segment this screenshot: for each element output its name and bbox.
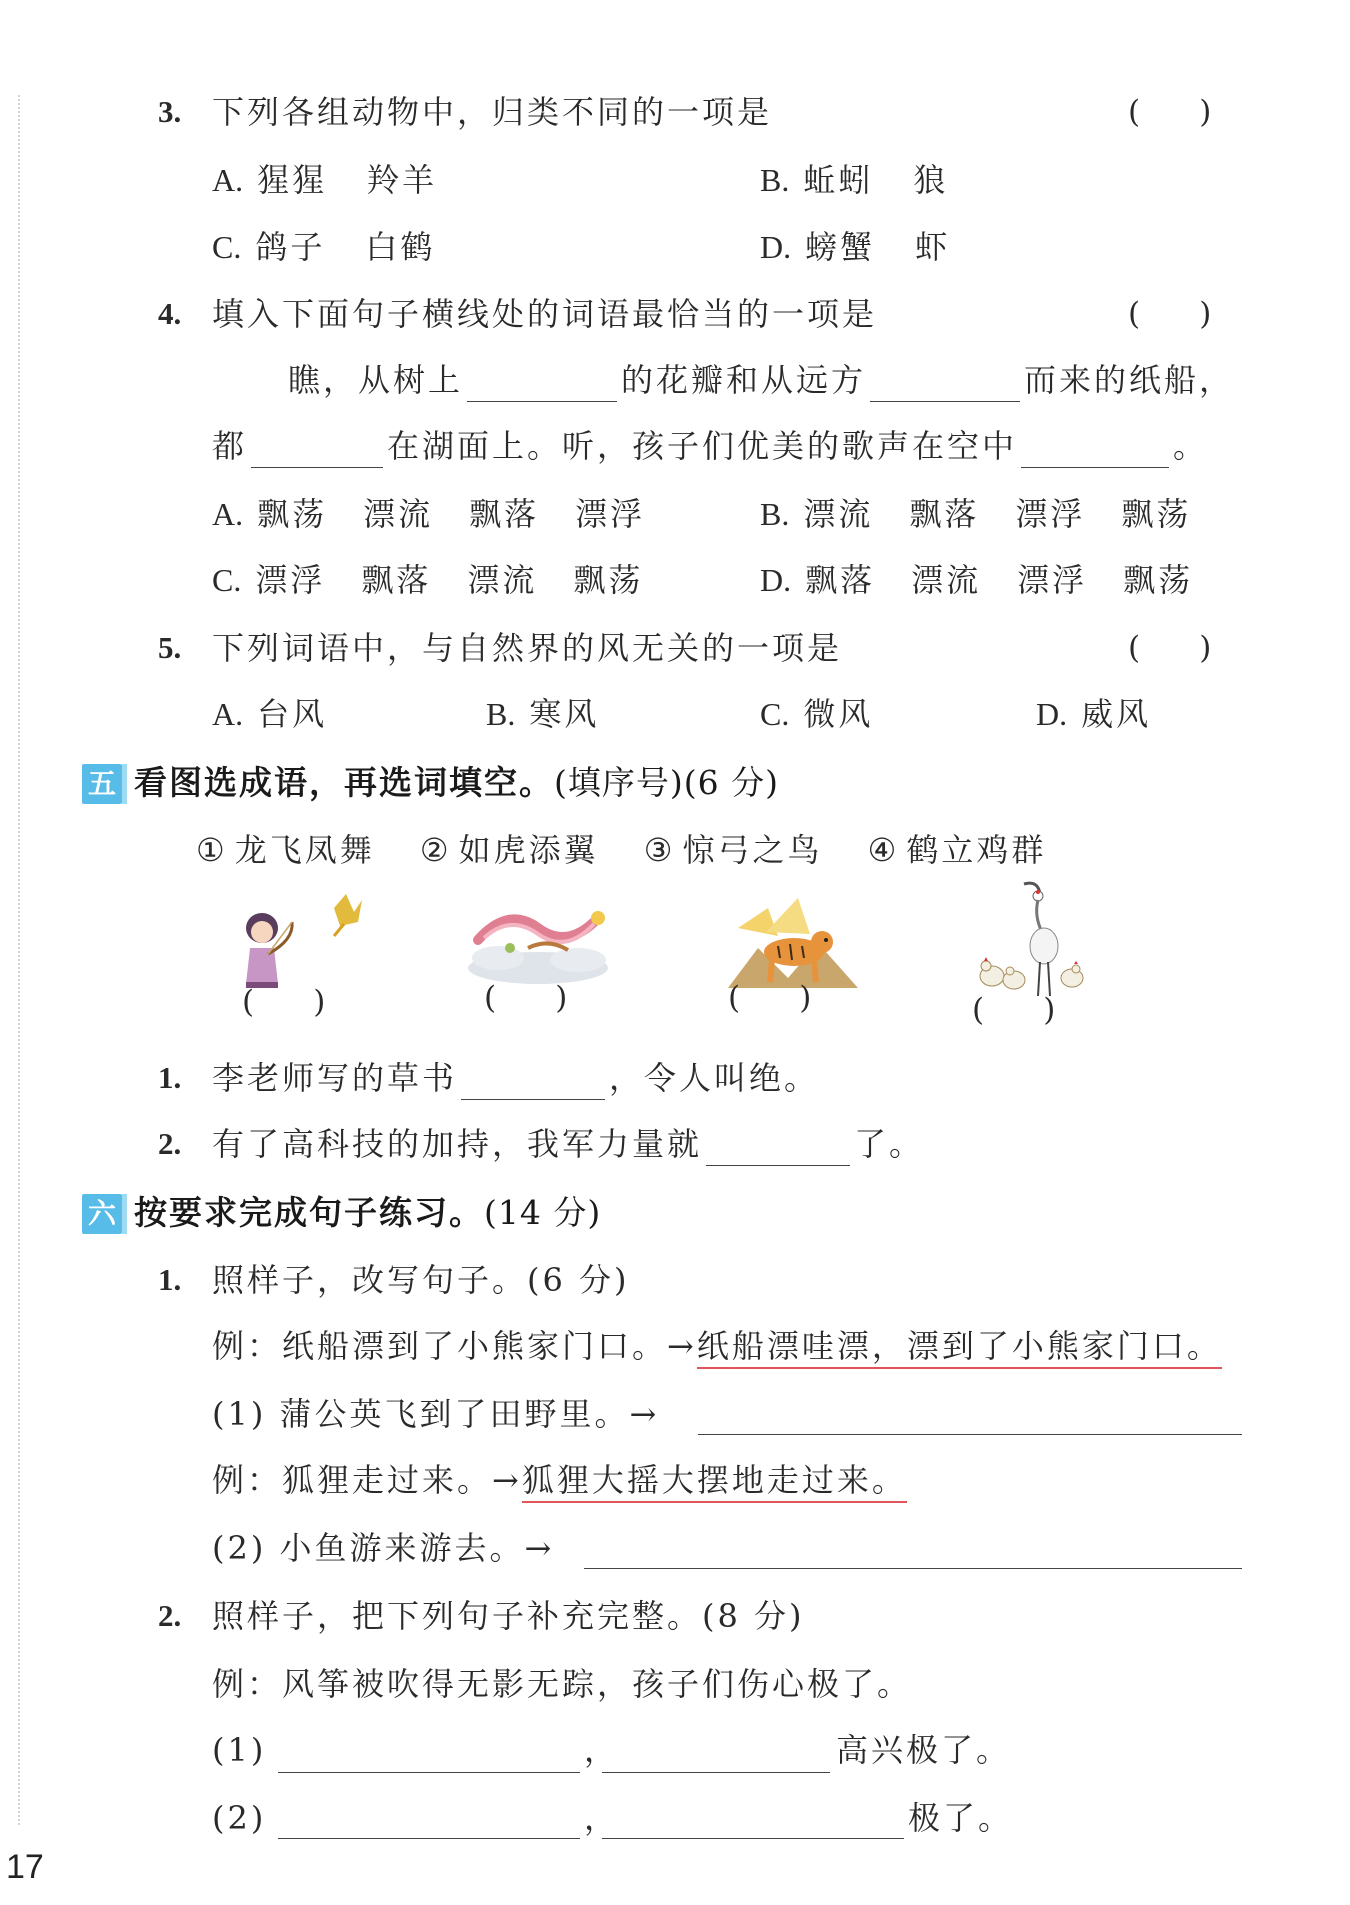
picture-1-answer-paren[interactable]: ( ) [242,984,326,1020]
q5-answer-paren[interactable]: ( ) [1128,630,1212,666]
sec5-q2-number: 2. [158,1126,182,1161]
page-number: 17 [6,1848,44,1886]
q3-text: 下列各组动物中，归类不同的一项是 [212,93,773,131]
sec6-q2-item-2-blank-b[interactable] [602,1838,904,1839]
q4-answer-paren[interactable]: ( ) [1128,296,1212,332]
q3-number: 3. [158,94,182,129]
q4-option-a[interactable]: A. 飘荡 漂流 飘落 漂浮 [212,495,646,533]
q4-sentence-line1: 瞧，从树上 的花瓣和从远方 而来的纸船， [288,358,1234,402]
q4-blank-1[interactable] [467,367,617,402]
picture-2-answer-paren[interactable]: ( ) [484,980,568,1016]
sec5-q1-sentence: 李老师写的草书 ，令人叫绝。 [212,1056,819,1100]
q5-option-d[interactable]: D. 威风 [1036,695,1152,733]
crane-chickens-illustration [968,876,1088,1006]
section-six-badge: 六 [82,1194,122,1234]
sec6-q1-item-1-answer-line[interactable] [698,1434,1242,1435]
q4-option-d[interactable]: D. 飘落 漂流 漂浮 飘荡 [760,561,1194,599]
q4-blank-3[interactable] [251,433,383,468]
sec6-q2-item-1-tail: 高兴极了。 [836,1731,1012,1769]
q3-answer-paren[interactable]: ( ) [1128,94,1212,130]
q4-number: 4. [158,296,182,331]
sec5-q2-blank[interactable] [706,1131,850,1166]
q5-option-a[interactable]: A. 台风 [212,695,328,733]
sec6-q1-item-2: (2) 小鱼游来游去。→ [212,1529,555,1567]
sec6-q2-item-2-label: (2) [212,1799,267,1837]
q4-option-c[interactable]: C. 漂浮 飘落 漂流 飘荡 [212,561,644,599]
section-six-heading: 按要求完成句子练习。(14 分) [134,1193,602,1232]
q5-text: 下列词语中，与自然界的风无关的一项是 [212,629,843,667]
q3-option-b[interactable]: B. 蚯蚓 狼 [760,161,949,199]
idiom-1: ① 龙飞凤舞 [196,831,375,869]
sec6-q2-item-1-blank-b[interactable] [602,1772,830,1773]
picture-4-answer-paren[interactable]: ( ) [972,992,1056,1028]
sec6-q1-item-1: (1) 蒲公英飞到了田野里。→ [212,1395,660,1433]
sec6-q2-text: 照样子，把下列句子补充完整。(8 分) [212,1597,805,1635]
sec6-q1-example-2: 例：狐狸走过来。→狐狸大摇大摆地走过来。 [212,1458,907,1502]
q4-sentence-line2: 都 在湖面上。听，孩子们优美的歌声在空中 。 [212,424,1208,468]
q5-option-c[interactable]: C. 微风 [760,695,874,733]
picture-3-answer-paren[interactable]: ( ) [728,980,812,1016]
sec6-q1-item-2-answer-line[interactable] [584,1568,1242,1569]
sec6-q2-item-2-blank-a[interactable] [278,1838,580,1839]
q5-number: 5. [158,630,182,665]
q4-blank-4[interactable] [1021,433,1169,468]
sec6-q2-item-2-tail: 极了。 [908,1799,1014,1837]
sec6-q1-text: 照样子，改写句子。(6 分) [212,1261,630,1299]
sec5-q1-blank[interactable] [461,1065,605,1100]
sec6-q1-number: 1. [158,1262,182,1297]
sec6-q2-number: 2. [158,1598,182,1633]
sec6-q2-example: 例：风筝被吹得无影无踪，孩子们伤心极了。 [212,1665,913,1703]
idiom-2: ② 如虎添翼 [419,831,599,869]
sec6-q2-item-1-comma: ， [584,1731,620,1769]
q3-option-d[interactable]: D. 螃蟹 虾 [760,228,951,266]
q4-text: 填入下面句子横线处的词语最恰当的一项是 [212,295,878,333]
idiom-list [196,828,1078,872]
sec5-q1-number: 1. [158,1060,182,1095]
margin-rule [18,95,20,1825]
sec6-q2-item-1-label: (1) [212,1731,267,1769]
sec6-q2-item-2-comma: ， [584,1799,620,1837]
section-five-badge: 五 [82,764,122,804]
q4-option-b[interactable]: B. 漂流 飘落 漂浮 飘荡 [760,495,1192,533]
q5-option-b[interactable]: B. 寒风 [486,695,600,733]
q3-option-c[interactable]: C. 鸽子 白鹤 [212,228,436,266]
q3-option-a[interactable]: A. 猩猩 羚羊 [212,161,438,199]
sec6-q1-example-1: 例：纸船漂到了小熊家门口。→纸船漂哇漂，漂到了小熊家门口。 [212,1324,1222,1368]
q4-blank-2[interactable] [870,367,1020,402]
idiom-3: ③ 惊弓之鸟 [643,831,823,869]
section-five-heading: 看图选成语，再选词填空。(填序号)(6 分) [134,763,779,802]
idiom-4: ④ 鹤立鸡群 [867,831,1047,869]
sec5-q2-sentence: 有了高科技的加持，我军力量就 了。 [212,1122,924,1166]
sec6-q2-item-1-blank-a[interactable] [278,1772,580,1773]
